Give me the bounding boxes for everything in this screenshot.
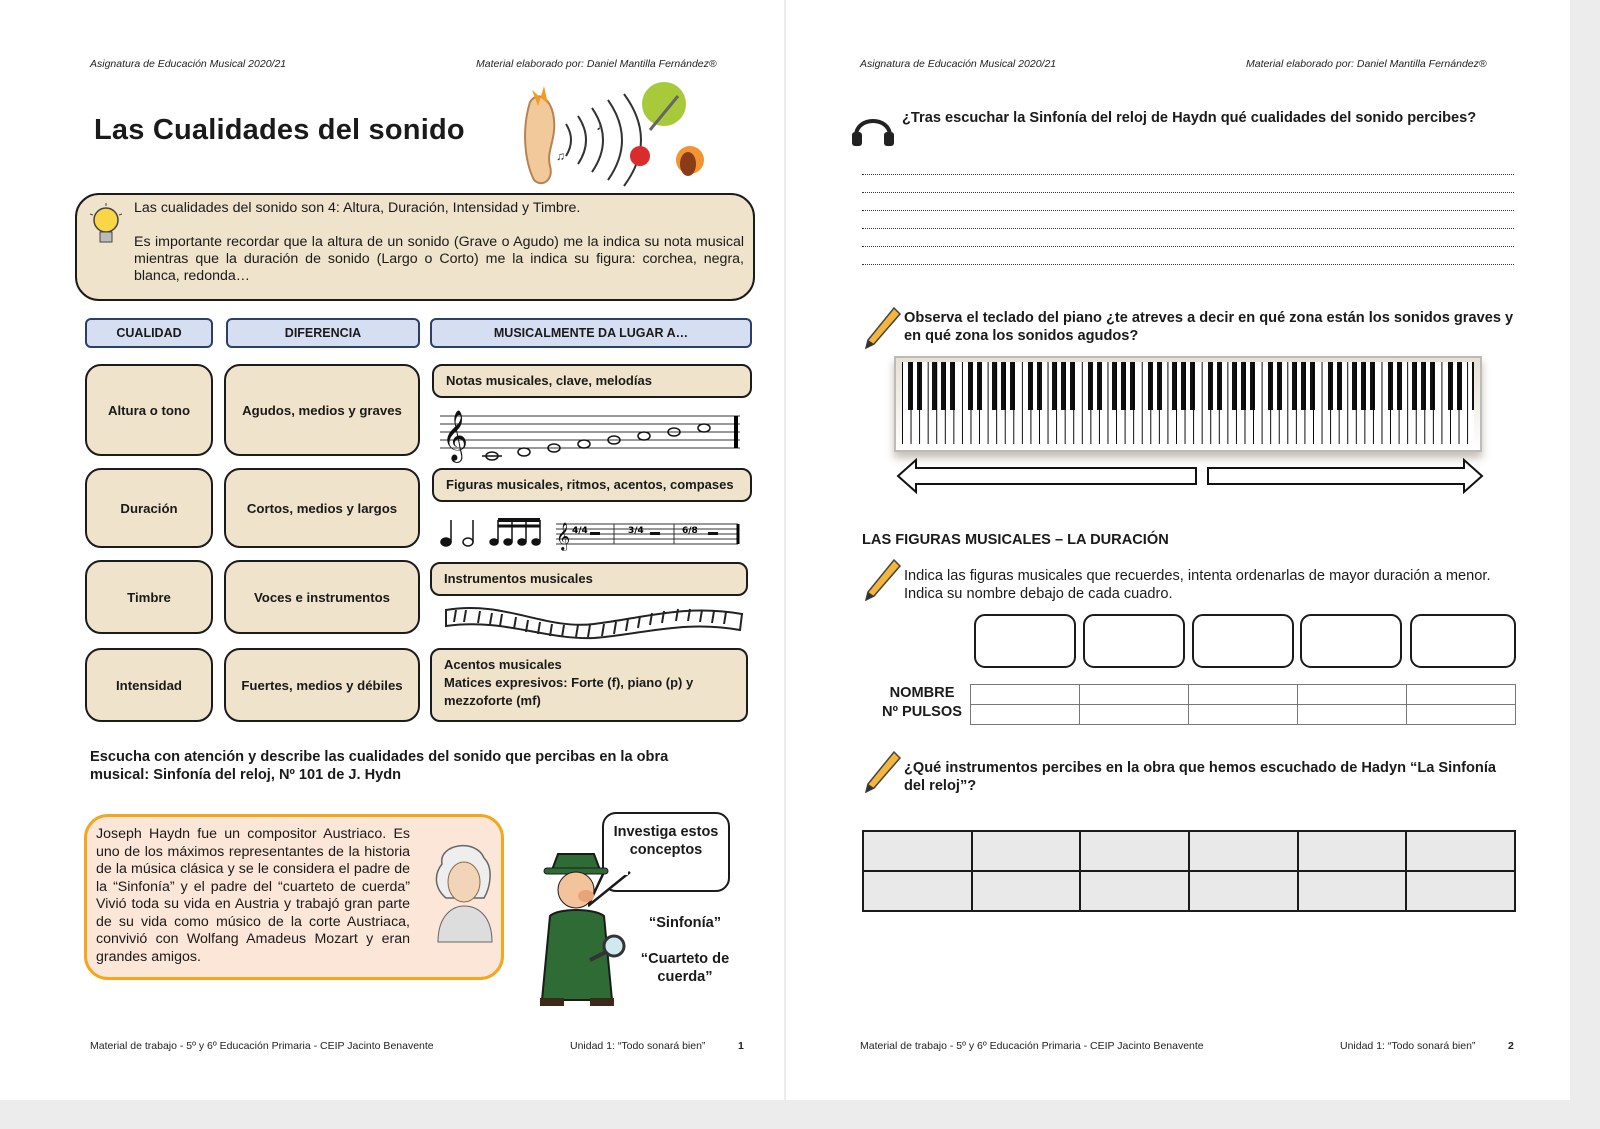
table-cell[interactable] [1298, 831, 1407, 871]
piano-keys-image [444, 600, 744, 640]
diferencia-intensidad: Fuertes, medios y débiles [224, 648, 420, 722]
rhythm-figures-image [438, 512, 752, 552]
label-nombre: NOMBRE [889, 685, 955, 701]
lugar-altura: Notas musicales, clave, melodías [432, 364, 752, 398]
lightbulb-icon [88, 202, 128, 250]
range-arrows [896, 458, 1484, 494]
figure-box-3[interactable] [1192, 614, 1294, 668]
diferencia-timbre: Voces e instrumentos [224, 560, 420, 634]
concept-cuarteto: “Cuarteto de cuerda” [640, 951, 730, 985]
answer-line-1[interactable] [862, 174, 1514, 175]
header-left: Asignatura de Educación Musical 2020/21 [90, 58, 287, 70]
page-1 [0, 0, 784, 1100]
footer-right: Unidad 1: “Todo sonará bien” [570, 1040, 706, 1052]
ear-sound-icon [516, 80, 716, 188]
lugar-intensidad-2: Matices expresivos: Forte (f), piano (p) y mezzoforte (mf) [444, 675, 694, 708]
table-row [863, 871, 1515, 911]
table-cell[interactable] [1080, 831, 1189, 871]
footer-right-2: Unidad 1: “Todo sonará bien” [1340, 1040, 1476, 1052]
cualidad-intensidad: Intensidad [85, 648, 213, 722]
bubble-text: Investiga estos conceptos [613, 824, 719, 858]
listen-instructions: Escucha con atención y describe las cualidades del sonido que percibas en la obra musical: Sinfonía del reloj, Nº 101 de J. Hydn [90, 749, 669, 783]
table-row-nombre [971, 685, 1516, 705]
table-cell[interactable] [1080, 685, 1189, 705]
table-cell[interactable] [863, 831, 972, 871]
lugar-timbre: Instrumentos musicales [430, 562, 748, 596]
figure-box-5[interactable] [1410, 614, 1516, 668]
haydn-text: Joseph Haydn fue un compositor Austriaco. Es uno de los máximos representantes de la historia de la música clásica y se le considera el padre de la “Sinfonía” y el padre del “cuarteto de cuerda” Vivió toda su vida en Austria y trabajó gran parte de su vida como músico de la corte Austriaca, convivió con Wolfang Amadeus Mozart y eran grandes amigos. [96, 826, 410, 965]
time-signature-1: 4/4 [572, 526, 588, 536]
table-cell[interactable] [1189, 831, 1298, 871]
lugar-intensidad [430, 648, 748, 722]
figure-box-2[interactable] [1083, 614, 1185, 668]
cualidad-timbre: Timbre [85, 560, 213, 634]
label-pulsos: Nº PULSOS [882, 704, 962, 720]
table-cell[interactable] [1080, 871, 1189, 911]
pencil-icon [862, 304, 902, 354]
question-2: Observa el teclado del piano ¿te atreves a decir en qué zona están los sonidos graves y en qué zona los sonidos agudos? [904, 310, 1514, 344]
page-title: Las Cualidades del sonido [94, 114, 465, 146]
svg-text:♪: ♪ [596, 117, 603, 133]
table-row-pulsos [971, 705, 1516, 725]
svg-text:𝄞: 𝄞 [442, 410, 469, 461]
table-row [863, 831, 1515, 871]
answer-line-6[interactable] [862, 264, 1514, 265]
headphones-icon [850, 108, 900, 148]
section-title: LAS FIGURAS MUSICALES – LA DURACIÓN [862, 532, 1169, 548]
figures-table [970, 684, 1516, 725]
figure-box-4[interactable] [1300, 614, 1402, 668]
instruments-table [862, 830, 1516, 912]
table-cell[interactable] [1406, 871, 1515, 911]
table-cell[interactable] [1298, 705, 1407, 725]
figure-labels [872, 684, 972, 722]
table-cell[interactable] [1298, 871, 1407, 911]
diferencia-duracion: Cortos, medios y largos [224, 468, 420, 548]
table-cell[interactable] [1406, 831, 1515, 871]
concept-sinfonia: “Sinfonía” [648, 915, 722, 931]
staff-notes-image [440, 404, 750, 464]
answer-line-2[interactable] [862, 192, 1514, 193]
table-cell[interactable] [863, 871, 972, 911]
table-cell[interactable] [1189, 685, 1298, 705]
info-line-2: Es importante recordar que la altura de un sonido (Grave o Agudo) me la indica su nota musical mientras que la duración de sonido (Largo o Corto) me la indica su figura: corchea, negra, blanca, redonda… [134, 234, 744, 284]
time-signature-3: 6/8 [682, 526, 698, 536]
table-cell[interactable] [1189, 871, 1298, 911]
header-right: Material elaborado por: Daniel Mantilla Fernández® [476, 58, 717, 70]
figure-box-1[interactable] [974, 614, 1076, 668]
table-cell[interactable] [1080, 705, 1189, 725]
header-diferencia: DIFERENCIA [226, 318, 420, 348]
answer-line-3[interactable] [862, 210, 1514, 211]
diferencia-altura: Agudos, medios y graves [224, 364, 420, 456]
table-cell[interactable] [1298, 685, 1407, 705]
header-musicalmente: MUSICALMENTE DA LUGAR A… [430, 318, 752, 348]
page-number: 1 [738, 1040, 744, 1052]
svg-text:♫: ♫ [556, 149, 565, 163]
pencil-icon [862, 748, 902, 798]
header-right: Material elaborado por: Daniel Mantilla Fernández® [1246, 58, 1487, 70]
svg-text:𝄞: 𝄞 [556, 522, 571, 550]
table-cell[interactable] [1407, 685, 1516, 705]
cualidad-duracion: Duración [85, 468, 213, 548]
piano-keyboard [894, 356, 1482, 452]
page-number-2: 2 [1508, 1040, 1514, 1052]
detective-icon [514, 850, 644, 1010]
pencil-icon [862, 556, 902, 606]
info-text [134, 200, 744, 302]
lugar-intensidad-1: Acentos musicales [444, 657, 562, 672]
question-3: Indica las figuras musicales que recuerdes, intenta ordenarlas de mayor duración a menor. Indica su nombre debajo de cada cuadro. [904, 568, 1491, 602]
page-2 [786, 0, 1570, 1100]
footer-left-2: Material de trabajo - 5º y 6º Educación Primaria - CEIP Jacinto Benavente [860, 1040, 1204, 1052]
question-4: ¿Qué instrumentos percibes en la obra que hemos escuchado de Hadyn “La Sinfonía del reloj”? [904, 760, 1496, 794]
cualidad-altura: Altura o tono [85, 364, 213, 456]
table-cell[interactable] [971, 685, 1080, 705]
table-cell[interactable] [1189, 705, 1298, 725]
time-signature-2: 3/4 [628, 526, 644, 536]
header-left: Asignatura de Educación Musical 2020/21 [860, 58, 1057, 70]
table-cell[interactable] [972, 871, 1081, 911]
haydn-portrait [424, 838, 504, 944]
table-cell[interactable] [1407, 705, 1516, 725]
question-1: ¿Tras escuchar la Sinfonía del reloj de Haydn qué cualidades del sonido percibes? [902, 110, 1477, 126]
table-cell[interactable] [972, 831, 1081, 871]
table-cell[interactable] [971, 705, 1080, 725]
footer-left: Material de trabajo - 5º y 6º Educación Primaria - CEIP Jacinto Benavente [90, 1040, 434, 1052]
header-cualidad: CUALIDAD [85, 318, 213, 348]
answer-line-4[interactable] [862, 228, 1514, 229]
answer-line-5[interactable] [862, 246, 1514, 247]
lugar-duracion: Figuras musicales, ritmos, acentos, compases [432, 468, 752, 502]
info-line-1: Las cualidades del sonido son 4: Altura, Duración, Intensidad y Timbre. [134, 200, 581, 216]
